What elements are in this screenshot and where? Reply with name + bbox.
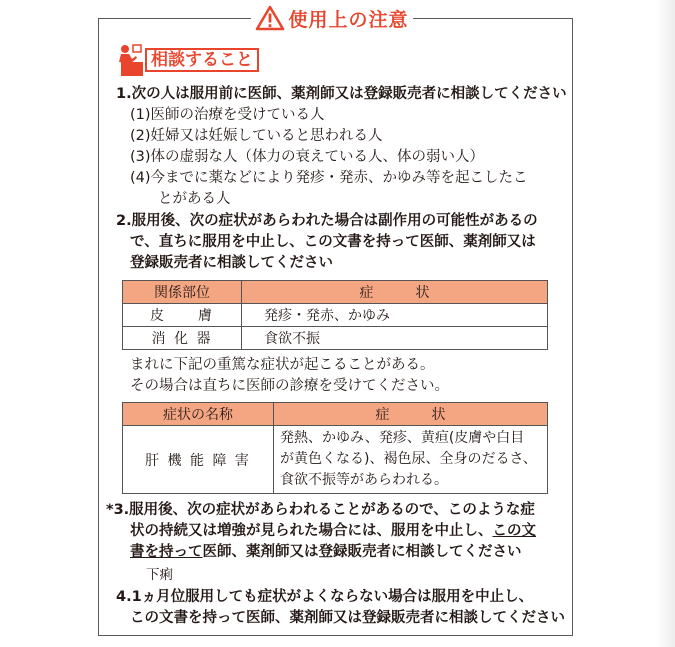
table-row <box>123 426 548 494</box>
item3-line2 <box>130 521 536 542</box>
symptom-table-2 <box>122 402 548 494</box>
consult-person-icon <box>115 42 143 76</box>
item2-line2: で、直ちに服用を中止し、この文書を持って医師、薬剤師又は <box>130 234 536 250</box>
table-cell-name: 肝 機 能 障 害 <box>123 426 274 494</box>
item3-line1: *3.服用後、次の症状があらわれることがあるので、このような症 <box>106 502 535 518</box>
desc-line: が黄色くなる)、褐色尿、全身のだるさ、 <box>280 451 537 467</box>
item3-line2-text: 状の持続又は増強が見られた場合には、服用を中止し、 <box>130 523 493 539</box>
warning-triangle-icon <box>255 5 285 31</box>
table-cell-symptom: 食欲不振 <box>242 327 548 350</box>
table-header: 関係部位 <box>123 281 242 304</box>
item1-sub3: (3)体の虚弱な人（体力の衰えている人、体の弱い人） <box>130 149 485 165</box>
item3-line3-text: 医師、薬剤師又は登録販売者に相談してください <box>202 544 522 560</box>
item3-line3-underline: 書を持って <box>130 544 203 560</box>
table-cell-part: 消 化 器 <box>123 327 242 350</box>
table-cell-symptom: 発疹・発赤、かゆみ <box>242 304 548 327</box>
table-row <box>123 304 548 327</box>
symptom-table-1 <box>122 280 548 350</box>
item2-line3: 登録販売者に相談してください <box>130 255 333 271</box>
caution-title <box>251 3 413 33</box>
desc-line: 発熱、かゆみ、発疹、黄疸(皮膚や白目 <box>280 430 525 446</box>
item1-sub2: (2)妊婦又は妊娠していると思われる人 <box>130 128 383 144</box>
item1-heading: 1.次の人は服用前に医師、薬剤師又は登録販売者に相談してください <box>116 86 567 102</box>
item1-sub1: (1)医師の治療を受けている人 <box>130 107 325 123</box>
table-header-row <box>123 281 548 304</box>
item3-line2-underline: この文 <box>492 523 536 539</box>
table-header: 症 状 <box>274 403 548 426</box>
table-header: 症 状 <box>242 281 548 304</box>
rare-note-line1: まれに下記の重篤な症状が起こることがある。 <box>130 357 435 373</box>
table-header-row <box>123 403 548 426</box>
table-cell-part: 皮 膚 <box>123 304 242 327</box>
item1-sub4: (4)今までに薬などにより発疹・発赤、かゆみ等を起こしたこ <box>130 170 528 186</box>
item1-sub4-cont: とがある人 <box>158 191 231 207</box>
table-cell-desc <box>274 426 548 494</box>
section-title: 相談すること <box>145 48 259 72</box>
table-row <box>123 327 548 350</box>
item3-line3 <box>130 542 522 563</box>
desc-line: 食欲不振等があらわれる。 <box>280 472 448 488</box>
item2-line1: 2.服用後、次の症状があらわれた場合は副作用の可能性があるの <box>116 213 538 229</box>
rare-note-line2: その場合は直ちに医師の診療を受けてください。 <box>130 378 449 394</box>
item4-line1: 4.1ヵ月位服用しても症状がよくならない場合は服用を中止し、 <box>116 589 534 605</box>
page-title: 使用上の注意 <box>288 8 409 31</box>
table-header: 症状の名称 <box>123 403 274 426</box>
item4-line2: この文書を持って医師、薬剤師又は登録販売者に相談してください <box>130 610 565 626</box>
item3-symptom: 下痢 <box>146 567 173 583</box>
page-edge-shadow <box>657 0 675 647</box>
